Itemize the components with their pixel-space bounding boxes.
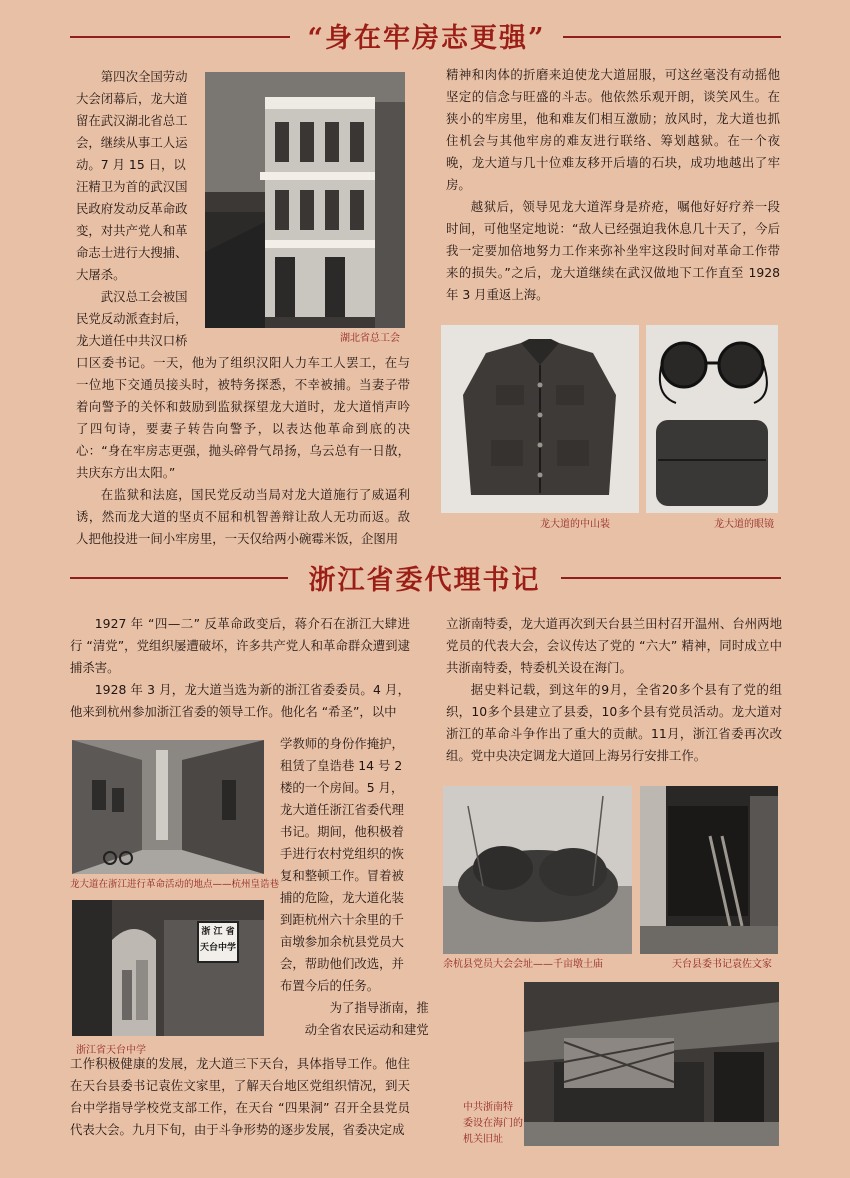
text-line: 为了指导浙南，推: [329, 1000, 429, 1015]
caption-tiantai-school: 浙江省天台中学: [76, 1045, 146, 1056]
text-line: 第四次全国劳动: [100, 69, 188, 84]
text-line: 租赁了皇诰巷 14 号 2: [280, 758, 403, 773]
text-line: 布置今后的任务。: [280, 978, 380, 993]
paragraph-arrest-poem: 口区委书记。一天，他为了组织汉阳人力车工人罢工，在与一位地下交通员接头时，被特务探悉，不幸被捕。当妻子带着向警予的关怀和鼓励到监狱探望龙大道时，龙大道悄声吟了四句诗，要妻子转告向警予，以表达他革命到底的决心：“身在牢房志更强，抛头碎骨气昂扬，乌云总有一日散，共庆东方出太阳。” 在监狱和法庭，国民党反动当局对龙大道施行了威逼利诱，然而龙大道的坚贞不屈和机智善辩让敌人无功而返。敌人把他投进一间小牢房里，一天仅给两小碗霉米饭，企图用: [76, 355, 410, 546]
text-line: 亩墩参加余杭县党员大: [280, 934, 404, 949]
photo-yuan-zuowen-house: [640, 786, 778, 954]
text-line: 命志士进行大搜捕、: [76, 245, 188, 260]
photo-haimen-office: [524, 982, 779, 1146]
caption-suit: 龙大道的中山装: [540, 519, 610, 530]
text-line: 动全省农民运动和建党: [304, 1022, 429, 1037]
caption-yuan-zuowen-house: 天台县委书记袁佐文家: [672, 959, 772, 970]
text-line: 龙大道任浙江省委代理: [280, 802, 404, 817]
text-line: 武汉总工会被国: [100, 289, 188, 304]
section-title-zhejiang: 浙江省委代理书记: [308, 565, 541, 596]
paragraph-hangzhou-work: [280, 733, 429, 1041]
title-rule-right-2: [561, 577, 781, 579]
paragraph-southern-committee: 立浙南特委，龙大道再次到天台县兰田村召开温州、台州两地党员的代表大会，会议传达了党的 “六大” 精神，同时成立中共浙南特委，特委机关设在海门。 据史料记载，到这年的9月，全省20多个县有了党的组织，10多个县建立了县委，10多个县有党员活动。龙大道对浙江的革命斗争作出了重大的贡献。11月，浙江省委再次改组。党中央决定调龙大道回上海另行安排工作。: [446, 616, 782, 763]
paragraph-union-sealed-narrow: [76, 286, 198, 352]
photo-hubei-union-building: [205, 72, 405, 328]
paragraph-tiantai-visits: 工作积极健康的发展，龙大道三下天台，具体指导工作。他住在天台县委书记袁佐文家里，了解天台地区党组织情况，到天台中学指导学校党支部工作，在天台 “四果洞” 召开全县党员代表大会。九月下旬，由于斗争形势的逐步发展，省委决定成: [70, 1056, 410, 1137]
photo-qianmudun-temple: [443, 786, 632, 954]
title-rule-left-1: [70, 36, 290, 38]
text-line: 大屠杀。: [76, 267, 126, 282]
paragraph-prison-escape: 精神和肉体的折磨来迫使龙大道屈服，可这丝毫没有动摇他坚定的信念与旺盛的斗志。他依然乐观开朗，谈笑风生。在狭小的牢房里，他和难友们相互激励；放风时，龙大道也抓住机会与其他牢房的难友进行联络、筹划越狱。在一个夜晚，龙大道与几十位难友移开后墙的石块，成功地越出了牢房。 越狱后，领导见龙大道浑身是疥疮，嘱他好好疗养一段时间，可他坚定地说：“敌人已经强迫我休息几十天了，今后我一定要加倍地努力工作来弥补坐牢这段时间对革命工作带来的损失。”之后，龙大道继续在武汉做地下工作直至 1928 年 3 月重返上海。: [446, 67, 780, 302]
text-line: 楼的一个房间。5 月，: [280, 780, 404, 795]
text-line: 捕的危险，龙大道化装: [280, 890, 404, 905]
text-line: 到距杭州六十余里的千: [280, 912, 404, 927]
caption-glasses: 龙大道的眼镜: [714, 519, 774, 530]
photo-huanggao-lane: [72, 740, 264, 874]
caption-huanggao-lane: 龙大道在浙江进行革命活动的地点——杭州皇诰巷: [70, 879, 280, 890]
text-line: 民党反动派查封后，: [76, 311, 188, 326]
text-line: 学教师的身份作掩护，: [280, 736, 404, 751]
photo-tiantai-school: [72, 900, 264, 1036]
title-rule-right-1: [563, 36, 781, 38]
text-line: 手进行农村党组织的恢: [280, 846, 404, 861]
text-line: 会，帮助他们改选，并: [280, 956, 404, 971]
text-line: 留在武汉湖北省总工: [76, 113, 188, 128]
text-line: 动。7 月 15 日，以: [76, 157, 186, 172]
caption-qianmudun-temple: 余杭县党员大会会址——千亩墩土庙: [443, 959, 603, 970]
text-line: 书记。期间，他积极着: [280, 824, 404, 839]
text-line: 龙大道任中共汉口桥: [76, 333, 188, 348]
text-line: 会，继续从事工人运: [76, 135, 188, 150]
title-rule-left-2: [70, 577, 288, 579]
text-line: 大会闭幕后，龙大道: [76, 91, 188, 106]
text-line: 复和整顿工作。冒着被: [280, 868, 404, 883]
caption-hubei-union: 湖北省总工会: [340, 333, 400, 344]
text-line: 变，对共产党人和革: [76, 223, 188, 238]
paragraph-labor-congress: [76, 66, 198, 286]
caption-haimen-office: 中共浙南特 委设在海门的 机关旧址: [463, 1102, 523, 1145]
text-line: 汪精卫为首的武汉国: [76, 179, 188, 194]
paragraph-purge: 1927 年 “四—二” 反革命政变后，蒋介石在浙江大肆进行 “清党”，党组织屡遭破坏，许多共产党人和革命群众遭到逮捕杀害。 1928 年 3 月，龙大道当选为新的浙江省委委员。4 月，他来到杭州参加浙江省委的领导工作。他化名 “希圣”，以中: [70, 616, 410, 719]
section-title-prison: “身在牢房志更强”: [307, 23, 546, 54]
photo-zhongshan-suit: [441, 325, 639, 513]
photo-glasses: [646, 325, 778, 513]
text-line: 民政府发动反革命政: [76, 201, 188, 216]
school-sign-text: 浙 江 省 天台中学: [200, 927, 237, 953]
